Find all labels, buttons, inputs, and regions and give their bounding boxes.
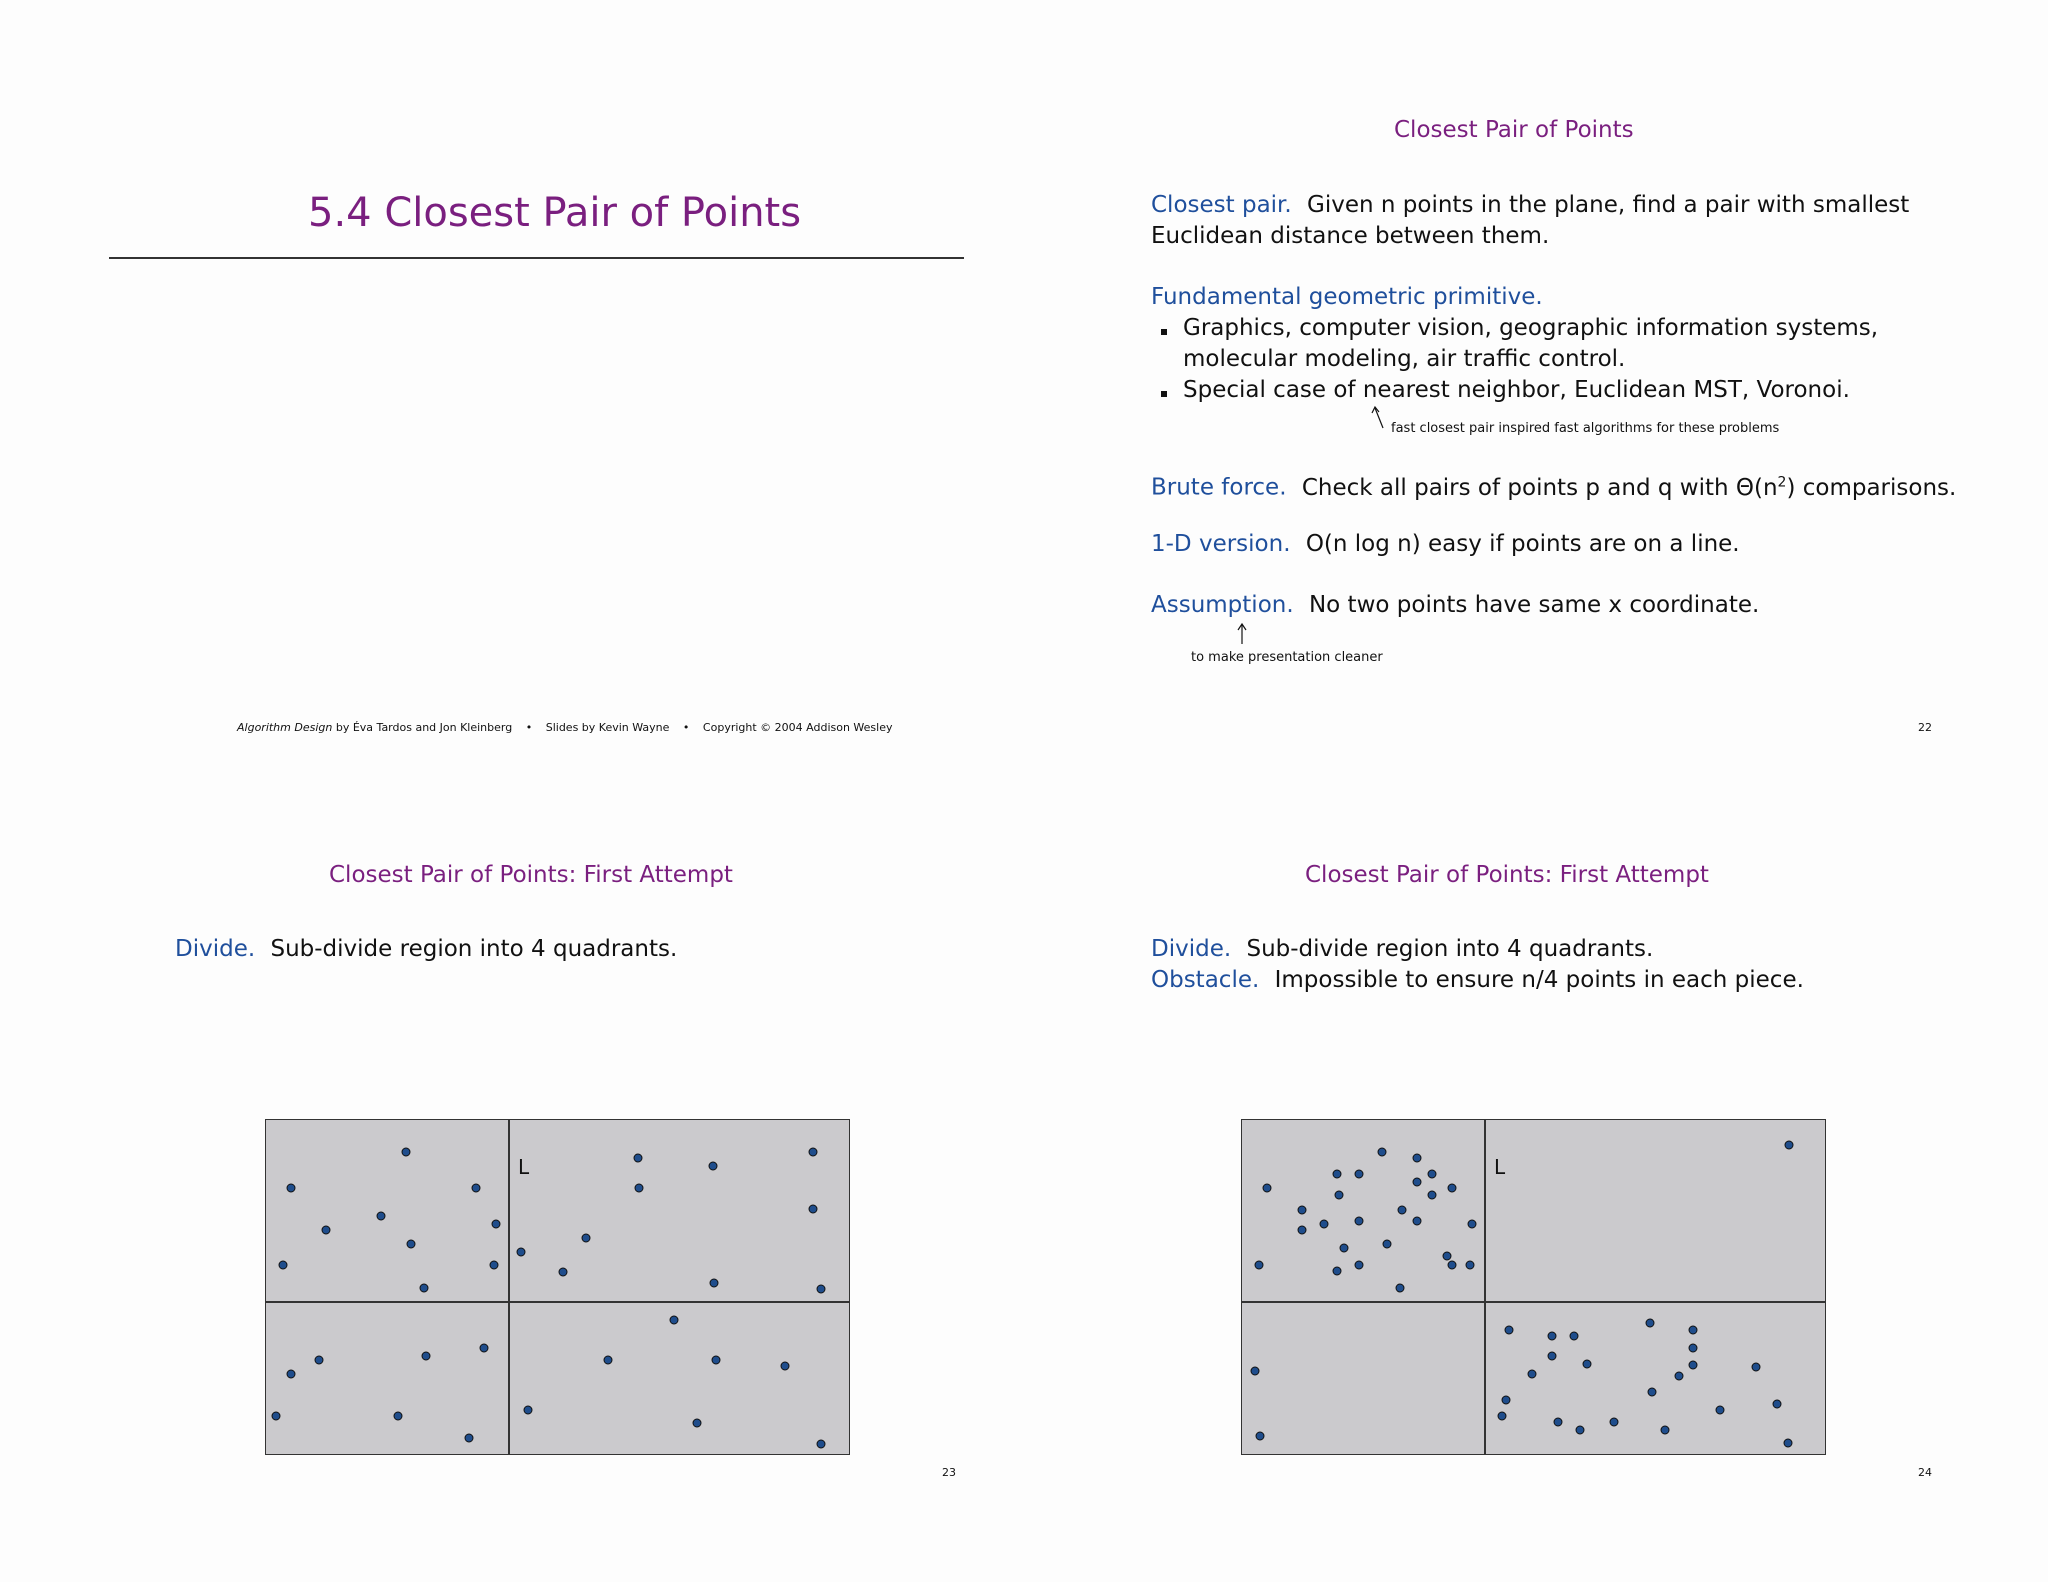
point-dot [781, 1362, 790, 1371]
bullet2: Special case of nearest neighbor, Euclidean MST, Voronoi. [1183, 377, 1850, 403]
point-dot [1298, 1226, 1307, 1235]
page-number: 23 [942, 1466, 956, 1479]
point-dot [809, 1205, 818, 1214]
point-dot [1413, 1178, 1422, 1187]
footer-copyright: Copyright © 2004 Addison Wesley [702, 721, 893, 734]
point-dot [1355, 1170, 1364, 1179]
slide22-title: Closest Pair of Points [1394, 117, 1634, 143]
assumption-term: Assumption. [1151, 592, 1294, 618]
point-dot [1413, 1154, 1422, 1163]
footer-sep: • [525, 721, 533, 734]
point-dot [1396, 1284, 1405, 1293]
obstacle-line [1151, 965, 1804, 996]
point-dot [1333, 1170, 1342, 1179]
point-dot [817, 1440, 826, 1449]
page-number: 24 [1918, 1466, 1932, 1479]
point-dot [1448, 1184, 1457, 1193]
point-dot [1255, 1261, 1264, 1270]
point-dot [1505, 1326, 1514, 1335]
assumption-arrow-icon [1236, 622, 1248, 646]
point-dot [710, 1279, 719, 1288]
point-dot [402, 1148, 411, 1157]
brute-force-text-b: ) comparisons. [1786, 474, 1957, 501]
point-dot [1468, 1220, 1477, 1229]
point-dot [1675, 1372, 1684, 1381]
title-rule [109, 257, 964, 259]
point-dot [817, 1285, 826, 1294]
point-dot [1320, 1220, 1329, 1229]
annotation-fast-algorithms: fast closest pair inspired fast algorithms for these problems [1391, 421, 1780, 436]
point-dot [322, 1226, 331, 1235]
footer-book: Algorithm Design [237, 721, 333, 734]
point-dot [1752, 1363, 1761, 1372]
point-dot [377, 1212, 386, 1221]
brute-force-exponent: 2 [1777, 474, 1787, 490]
point-dot [635, 1184, 644, 1193]
point-dot [1378, 1148, 1387, 1157]
point-dot [490, 1261, 499, 1270]
footer-sep: • [682, 721, 690, 734]
bullet1-line2: molecular modeling, air traffic control. [1183, 346, 1626, 372]
horizontal-divider [266, 1301, 849, 1303]
point-dot [1610, 1418, 1619, 1427]
line-label: L [518, 1155, 530, 1179]
footer-authors: by Éva Tardos and Jon Kleinberg [332, 721, 513, 734]
slide24-title: Closest Pair of Points: First Attempt [1305, 862, 1709, 888]
brute-force-line [1151, 467, 1956, 504]
point-dot [472, 1184, 481, 1193]
bullet-marker [1161, 329, 1167, 335]
slide1-title: 5.4 Closest Pair of Points [308, 190, 802, 236]
point-dot [287, 1370, 296, 1379]
slide1-footer [237, 721, 893, 734]
point-dot [272, 1412, 281, 1421]
point-dot [1355, 1217, 1364, 1226]
one-d-text: O(n log n) easy if points are on a line. [1305, 531, 1740, 557]
obstacle-term: Obstacle. [1151, 967, 1260, 993]
point-dot [279, 1261, 288, 1270]
point-dot [1554, 1418, 1563, 1427]
point-dot [709, 1162, 718, 1171]
point-dot [1448, 1261, 1457, 1270]
point-dot [524, 1406, 533, 1415]
point-dot [1340, 1244, 1349, 1253]
point-dot [492, 1220, 501, 1229]
point-dot [1383, 1240, 1392, 1249]
point-dot [1298, 1206, 1307, 1215]
point-dot [1570, 1332, 1579, 1341]
point-dot [480, 1344, 489, 1353]
point-dot [712, 1356, 721, 1365]
assumption-line [1151, 590, 1759, 621]
point-dot [634, 1154, 643, 1163]
point-dot [1413, 1217, 1422, 1226]
bullet-marker [1161, 391, 1167, 397]
footer-slides-by: Slides by Kevin Wayne [545, 721, 670, 734]
dividing-line-L [1484, 1120, 1486, 1454]
point-dot [1263, 1184, 1272, 1193]
point-dot [604, 1356, 613, 1365]
slide23-title: Closest Pair of Points: First Attempt [329, 862, 733, 888]
horizontal-divider [1242, 1301, 1825, 1303]
obstacle-text: Impossible to ensure n/4 points in each piece. [1274, 967, 1804, 993]
point-dot [1576, 1426, 1585, 1435]
quadrant-diagram [265, 1119, 850, 1455]
point-dot [1256, 1432, 1265, 1441]
point-dot [407, 1240, 416, 1249]
point-dot [670, 1316, 679, 1325]
page-number: 22 [1918, 721, 1932, 734]
brute-force-text [1302, 475, 1956, 501]
point-dot [1773, 1400, 1782, 1409]
point-dot [1502, 1396, 1511, 1405]
assumption-text: No two points have same x coordinate. [1308, 592, 1760, 618]
point-dot [1428, 1191, 1437, 1200]
point-dot [1333, 1267, 1342, 1276]
point-dot [1443, 1252, 1452, 1261]
point-dot [422, 1352, 431, 1361]
point-dot [1251, 1367, 1260, 1376]
closest-pair-text: Given n points in the plane, find a pair with smallest [1307, 192, 1910, 218]
point-dot [1661, 1426, 1670, 1435]
point-dot [1646, 1319, 1655, 1328]
dividing-line-L [508, 1120, 510, 1454]
divide-term: Divide. [175, 936, 256, 962]
line-label: L [1494, 1155, 1506, 1179]
divide-line [175, 934, 677, 965]
point-dot [287, 1184, 296, 1193]
closest-pair-term: Closest pair. [1151, 192, 1292, 218]
point-dot [1398, 1206, 1407, 1215]
point-dot [1528, 1370, 1537, 1379]
closest-pair-line1 [1151, 190, 1909, 221]
point-dot [1689, 1326, 1698, 1335]
brute-force-text-a: Check all pairs of points p and q with Θ(n [1301, 474, 1778, 501]
one-d-term: 1-D version. [1151, 531, 1291, 557]
point-dot [1355, 1261, 1364, 1270]
point-dot [1689, 1361, 1698, 1370]
divide-text: Sub-divide region into 4 quadrants. [1246, 936, 1654, 962]
annotation-presentation: to make presentation cleaner [1191, 650, 1383, 665]
point-dot [693, 1419, 702, 1428]
point-dot [394, 1412, 403, 1421]
divide-line [1151, 934, 1653, 965]
point-dot [809, 1148, 818, 1157]
point-dot [1583, 1360, 1592, 1369]
point-dot [517, 1248, 526, 1257]
point-dot [582, 1234, 591, 1243]
point-dot [1716, 1406, 1725, 1415]
bullet1-line1: Graphics, computer vision, geographic information systems, [1183, 315, 1879, 341]
point-dot [465, 1434, 474, 1443]
point-dot [1784, 1439, 1793, 1448]
point-dot [1648, 1388, 1657, 1397]
one-d-line [1151, 529, 1740, 560]
point-dot [1498, 1412, 1507, 1421]
divide-text: Sub-divide region into 4 quadrants. [270, 936, 678, 962]
brute-force-term: Brute force. [1151, 474, 1287, 501]
point-dot [1548, 1332, 1557, 1341]
fundamental-term: Fundamental geometric primitive. [1151, 284, 1543, 310]
closest-pair-line2: Euclidean distance between them. [1151, 223, 1550, 249]
point-dot [1785, 1141, 1794, 1150]
point-dot [559, 1268, 568, 1277]
divide-term: Divide. [1151, 936, 1232, 962]
annotation-arrow-icon [1370, 404, 1390, 434]
point-dot [1428, 1170, 1437, 1179]
point-dot [1466, 1261, 1475, 1270]
quadrant-diagram [1241, 1119, 1826, 1455]
point-dot [1689, 1344, 1698, 1353]
point-dot [1335, 1191, 1344, 1200]
point-dot [1548, 1352, 1557, 1361]
point-dot [315, 1356, 324, 1365]
point-dot [420, 1284, 429, 1293]
